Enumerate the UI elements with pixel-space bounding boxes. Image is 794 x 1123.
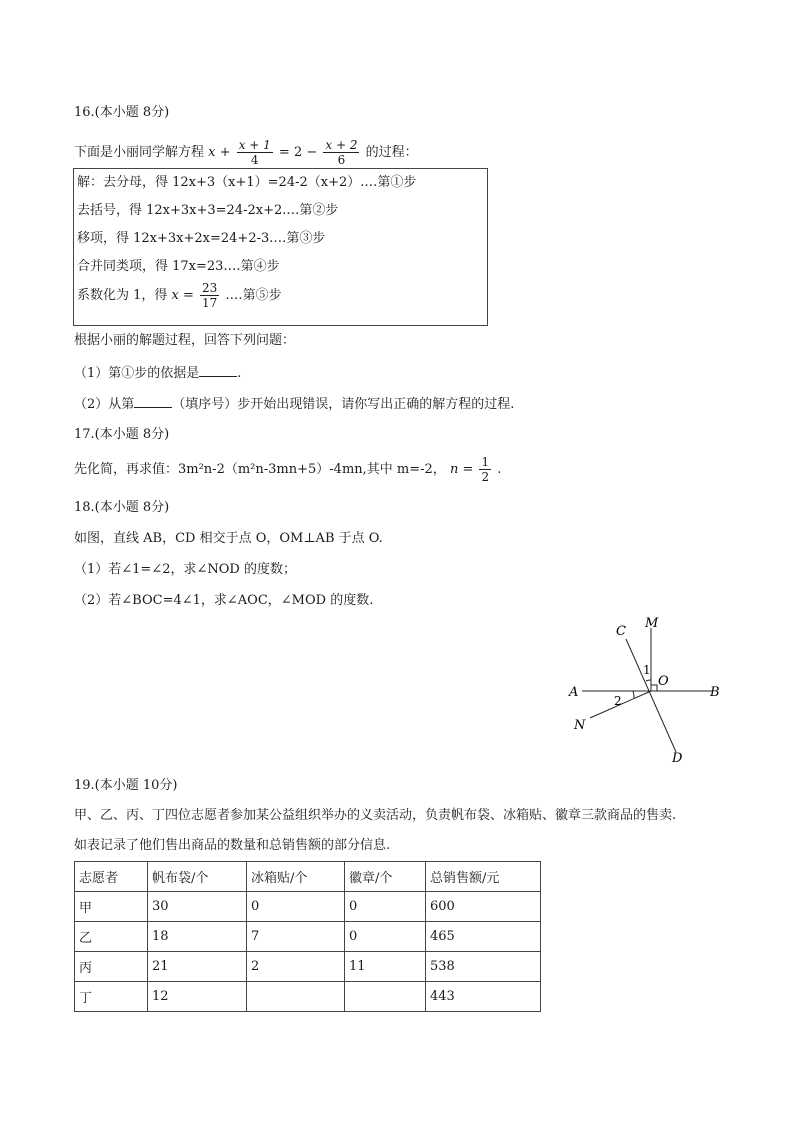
- table-header-cell: 总销售额/元: [426, 862, 541, 892]
- table-row: [75, 892, 541, 922]
- label-o: O: [658, 674, 669, 689]
- q17-n-fraction: [479, 455, 491, 484]
- table-cell: 0: [345, 892, 426, 922]
- q16-sub1: [74, 364, 241, 383]
- table-header-cell: 志愿者: [75, 862, 148, 892]
- table-cell: 11: [345, 952, 426, 982]
- q16-frac1-denominator: 4: [250, 153, 259, 167]
- table-cell: 丙: [75, 952, 148, 982]
- q16-eq-plus: +: [219, 145, 231, 160]
- q16-header: 16.(本小题 8分): [74, 105, 170, 120]
- table-row: [75, 922, 541, 952]
- label-c: C: [616, 624, 626, 639]
- table-cell: 538: [426, 952, 541, 982]
- table-cell: 600: [426, 892, 541, 922]
- q16-sub2-suffix: （填序号）步开始出现错误，请你写出正确的解方程的过程.: [172, 397, 515, 412]
- q16-frac2-numerator: x + 2: [325, 138, 358, 152]
- table-cell: 30: [148, 892, 247, 922]
- q17-n-denominator: 2: [481, 470, 490, 484]
- table-cell: 443: [426, 982, 541, 1012]
- q16-fraction-2: [323, 138, 359, 167]
- table-cell: 465: [426, 922, 541, 952]
- q16-sub2-blank[interactable]: [134, 395, 172, 408]
- q16-step5-var: x =: [171, 288, 194, 303]
- label-d: D: [672, 751, 683, 766]
- q16-step-4: 合并同类项，得 17x=23.…第④步: [77, 259, 280, 274]
- q16-step5-denominator: 17: [202, 296, 218, 310]
- q16-step5-suffix: .…第⑤步: [225, 288, 282, 303]
- q16-fraction-1: [237, 138, 273, 167]
- q17-n-eq: n =: [449, 462, 474, 477]
- q18-header: 18.(本小题 8分): [74, 500, 170, 515]
- q16-step5-prefix: 系数化为 1，得: [77, 288, 168, 303]
- q16-eq-equals: = 2 −: [278, 145, 318, 160]
- table-cell: 乙: [75, 922, 148, 952]
- q16-step-1: 解：去分母，得 12x+3（x+1）=24-2（x+2）.…第①步: [77, 175, 417, 190]
- q18-text: 如图，直线 AB，CD 相交于点 O，OM⊥AB 于点 O.: [74, 531, 383, 546]
- label-n: N: [574, 718, 586, 733]
- q16-intro: [74, 138, 418, 167]
- q18-figure: [560, 612, 730, 772]
- right-angle-mark: [651, 685, 657, 691]
- q16-step5-numerator: 23: [202, 281, 218, 295]
- table-cell: 0: [247, 892, 345, 922]
- q19-header: 19.(本小题 10分): [74, 778, 178, 793]
- q17-text: [74, 455, 501, 484]
- q16-sub1-end: .: [237, 366, 242, 381]
- table-cell: 21: [148, 952, 247, 982]
- q16-sub2: [74, 395, 514, 414]
- angle-1-arc: [646, 680, 651, 681]
- q16-step-5: [77, 281, 282, 310]
- q16-frac2-denominator: 6: [337, 153, 346, 167]
- table-row: [75, 952, 541, 982]
- q19-line1: 甲、乙、丙、丁四位志愿者参加某公益组织举办的义卖活动，负责帆布袋、冰箱贴、徽章三款商品的售卖.: [74, 808, 677, 823]
- table-cell: 18: [148, 922, 247, 952]
- table-cell: 2: [247, 952, 345, 982]
- label-b: B: [710, 685, 720, 700]
- q16-eq-x: x: [208, 145, 216, 160]
- q17-end: .: [497, 462, 502, 477]
- table-header-cell: 徽章/个: [345, 862, 426, 892]
- q16-sub1-blank[interactable]: [199, 364, 237, 377]
- q17-expression: 先化简，再求值：3m²n-2（m²n-3mn+5）-4mn,其中 m=-2，: [74, 462, 446, 477]
- table-cell: 0: [345, 922, 426, 952]
- q16-step-2: 去括号，得 12x+3x+3=24-2x+2.…第②步: [77, 203, 339, 218]
- q17-header: 17.(本小题 8分): [74, 427, 170, 442]
- q16-followup: 根据小丽的解题过程，回答下列问题：: [74, 333, 296, 348]
- table-cell: [247, 982, 345, 1012]
- q16-solution-box: [73, 168, 488, 326]
- q18-sub1: （1）若∠1=∠2，求∠NOD 的度数；: [74, 562, 296, 577]
- q16-step-3: 移项，得 12x+3x+2x=24+2-3.…第③步: [77, 231, 326, 246]
- q16-step5-fraction: [200, 281, 219, 310]
- table-cell: 甲: [75, 892, 148, 922]
- q16-frac1-numerator: x + 1: [238, 138, 271, 152]
- q16-intro-prefix: 下面是小丽同学解方程: [74, 145, 205, 160]
- table-cell: 丁: [75, 982, 148, 1012]
- q17-n-numerator: 1: [481, 455, 490, 469]
- table-header-cell: 冰箱贴/个: [247, 862, 345, 892]
- table-cell: [345, 982, 426, 1012]
- table-cell: 12: [148, 982, 247, 1012]
- label-m: M: [645, 616, 659, 631]
- q16-sub1-text: （1）第①步的依据是: [74, 366, 200, 381]
- label-angle-2: 2: [614, 694, 622, 708]
- table-row: [75, 982, 541, 1012]
- q18-sub2: （2）若∠BOC=4∠1，求∠AOC，∠MOD 的度数.: [74, 593, 374, 608]
- q16-intro-suffix: 的过程：: [365, 145, 418, 160]
- label-a: A: [569, 685, 579, 700]
- angle-2-arc: [633, 691, 634, 698]
- q19-sales-table: [74, 861, 541, 1012]
- label-angle-1: 1: [643, 663, 651, 677]
- table-header-cell: 帆布袋/个: [148, 862, 247, 892]
- q19-line2: 如表记录了他们售出商品的数量和总销售额的部分信息.: [74, 838, 391, 853]
- table-cell: 7: [247, 922, 345, 952]
- q16-sub2-prefix: （2）从第: [74, 397, 135, 412]
- table-header-row: [75, 862, 541, 892]
